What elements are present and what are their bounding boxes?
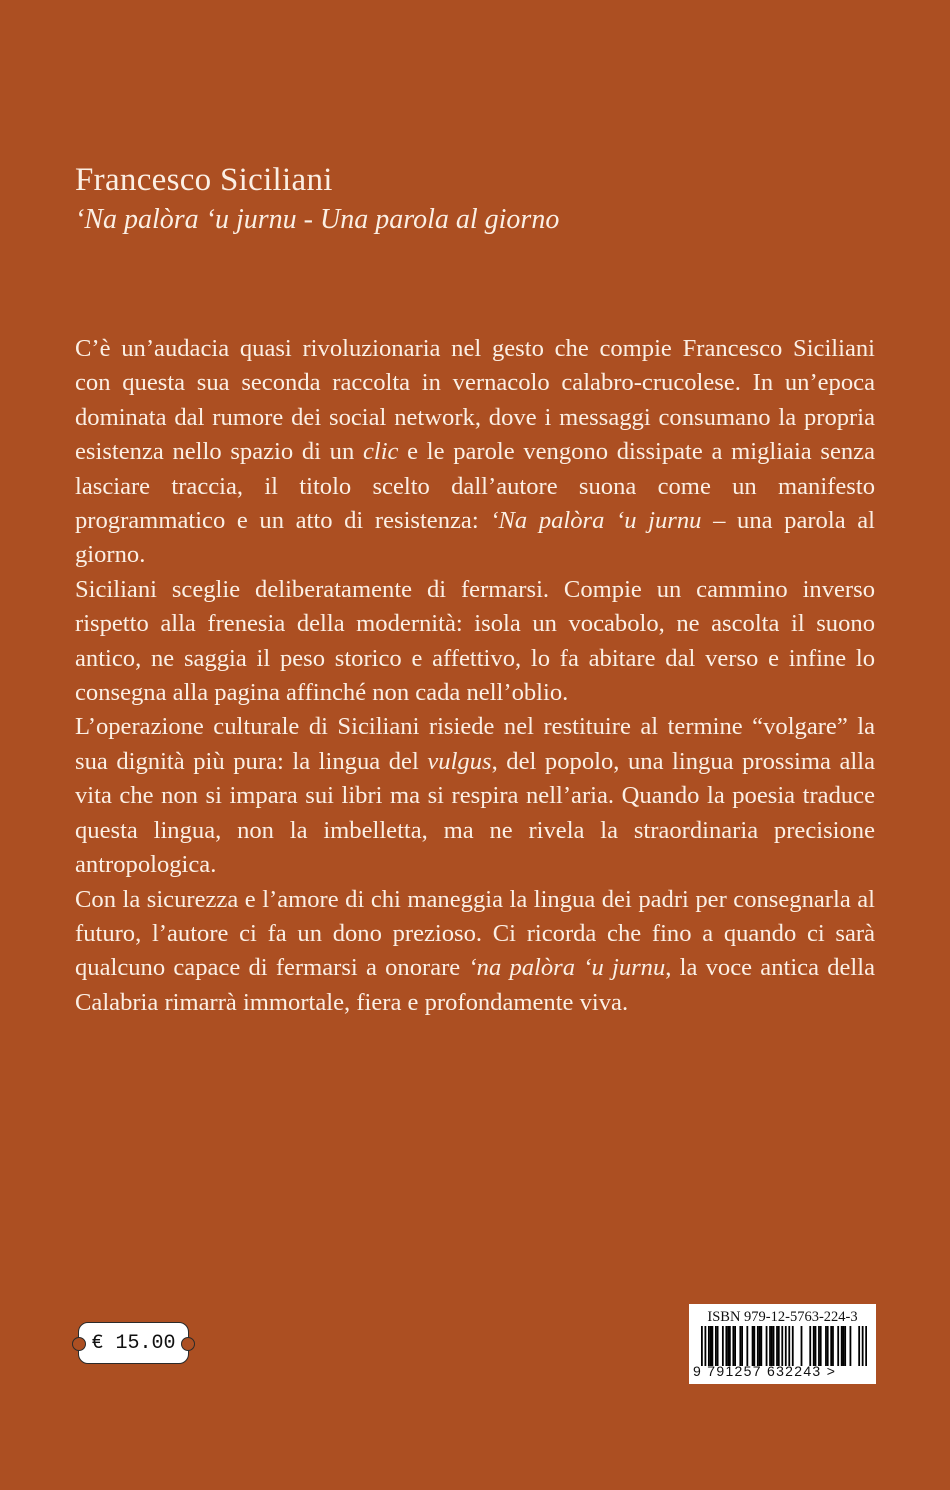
barcode-bar xyxy=(722,1326,724,1366)
barcode-bar xyxy=(717,1326,719,1366)
barcode-bar xyxy=(752,1326,754,1366)
barcode-bar xyxy=(711,1326,713,1366)
blurb-text: , la voce antica della Calabria rimarrà immortale, fiera e profondamente viva. xyxy=(75,954,876,1016)
ean-digits: 9 791257 632243 > xyxy=(693,1363,837,1379)
barcode-bar xyxy=(862,1326,864,1366)
barcode-bar xyxy=(710,1326,712,1366)
blurb-paragraph-3 xyxy=(75,710,875,882)
barcode-bar xyxy=(820,1326,822,1366)
blurb-italic: vulgus xyxy=(427,747,492,775)
barcode-bar xyxy=(741,1326,743,1366)
barcode-bar xyxy=(837,1326,839,1366)
blurb-text: , del popolo, una lingua prossima alla vita che non si impara sui libri ma si respira nell’aria. Quando la poesia traduce questa lingua, non la imbelletta, ma ne rivela la straordinaria precisione antropologica. xyxy=(75,747,875,879)
barcode-bar xyxy=(841,1326,843,1366)
barcode-bar xyxy=(773,1326,775,1366)
blurb-italic: ʻNa palòra ʻu jurnu xyxy=(490,507,702,535)
barcode-bar xyxy=(844,1326,846,1366)
price-label: € 15.00 xyxy=(91,1332,176,1355)
barcode-bar xyxy=(858,1326,860,1366)
barcode-bar xyxy=(701,1326,703,1366)
blurb-paragraph-4 xyxy=(75,883,875,1021)
barcode-bar xyxy=(727,1326,729,1366)
barcode-bar xyxy=(715,1326,717,1366)
isbn-barcode-box xyxy=(689,1304,876,1384)
barcode-bar xyxy=(759,1326,761,1366)
barcode-bar xyxy=(757,1326,759,1366)
blurb-text: e le parole vengono dissipate a migliaia senza lasciare traccia, il titolo scelto dall’autore suona come un manifesto programmatico e un atto di resistenza: xyxy=(75,438,876,535)
barcode-bar xyxy=(729,1326,731,1366)
blurb-text: Con la sicurezza e l’amore di chi maneggia la lingua dei padri per consegnarla al futuro, l’autore ci fa un dono prezioso. Ci ricorda che fino a quando ci sarà qualcuno capace di fermarsi a onorare xyxy=(75,885,875,982)
back-cover-blurb xyxy=(75,332,875,1020)
blurb-text: C’è un’audacia quasi rivoluzionaria nel gesto che compie Francesco Siciliani con questa sua seconda raccolta in vernacolo calabro-crucolese. In un’epoca dominata dal rumore dei social network, dove i messaggi consumano la propria esistenza nello spazio di un xyxy=(75,335,875,466)
blurb-text: – una parola al giorno. xyxy=(75,507,875,569)
blurb-text: L’operazione culturale di Siciliani risiede nel restituire al termine “volgare” la sua dignità più pura: la lingua del xyxy=(75,713,875,775)
barcode-bar xyxy=(732,1326,734,1366)
barcode-bar xyxy=(809,1326,811,1366)
barcode-bar xyxy=(708,1326,710,1366)
blurb-paragraph-2: Siciliani sceglie deliberatamente di fermarsi. Compie un cammino inverso rispetto alla frenesia della modernità: isola un vocabolo, ne ascolta il suono antico, ne saggia il peso storico e affettivo, lo fa abitare dal verso e infine lo consegna alla pagina affinché non cada nell’oblio. xyxy=(75,575,875,707)
barcode-bar xyxy=(778,1326,780,1366)
barcode-bar xyxy=(760,1326,762,1366)
barcode-bar xyxy=(832,1326,834,1366)
author-name: Francesco Siciliani xyxy=(75,162,333,198)
barcode-bar xyxy=(818,1326,820,1366)
barcode-bar xyxy=(704,1326,706,1366)
barcode-bar xyxy=(825,1326,827,1366)
barcode-bar xyxy=(792,1326,794,1366)
barcode-bar xyxy=(769,1326,771,1366)
book-title: ʻNa palòra ʻu jurnu - Una parola al giorno xyxy=(75,204,560,235)
barcode-bar xyxy=(725,1326,727,1366)
blurb-italic: ʻna palòra ʻu jurnu xyxy=(468,954,666,982)
barcode-bar xyxy=(734,1326,736,1366)
barcode-bar xyxy=(746,1326,748,1366)
barcode-bar xyxy=(776,1326,778,1366)
blurb-paragraph-1 xyxy=(75,332,875,573)
barcode xyxy=(701,1326,867,1366)
isbn-label: ISBN 979-12-5763-224-3 xyxy=(707,1309,858,1325)
barcode-bar xyxy=(785,1326,787,1366)
barcode-bar xyxy=(830,1326,832,1366)
barcode-bar xyxy=(753,1326,755,1366)
barcode-bar xyxy=(788,1326,790,1366)
price-tag xyxy=(78,1322,189,1364)
barcode-bar xyxy=(781,1326,783,1366)
barcode-bar xyxy=(813,1326,815,1366)
barcode-bar xyxy=(766,1326,768,1366)
barcode-bar xyxy=(771,1326,773,1366)
barcode-bar xyxy=(801,1326,803,1366)
barcode-bar xyxy=(865,1326,867,1366)
barcode-bar xyxy=(739,1326,741,1366)
barcode-bar xyxy=(827,1326,829,1366)
barcode-bar xyxy=(815,1326,817,1366)
barcode-bar xyxy=(843,1326,845,1366)
blurb-italic: clic xyxy=(362,438,399,466)
barcode-bar xyxy=(850,1326,852,1366)
